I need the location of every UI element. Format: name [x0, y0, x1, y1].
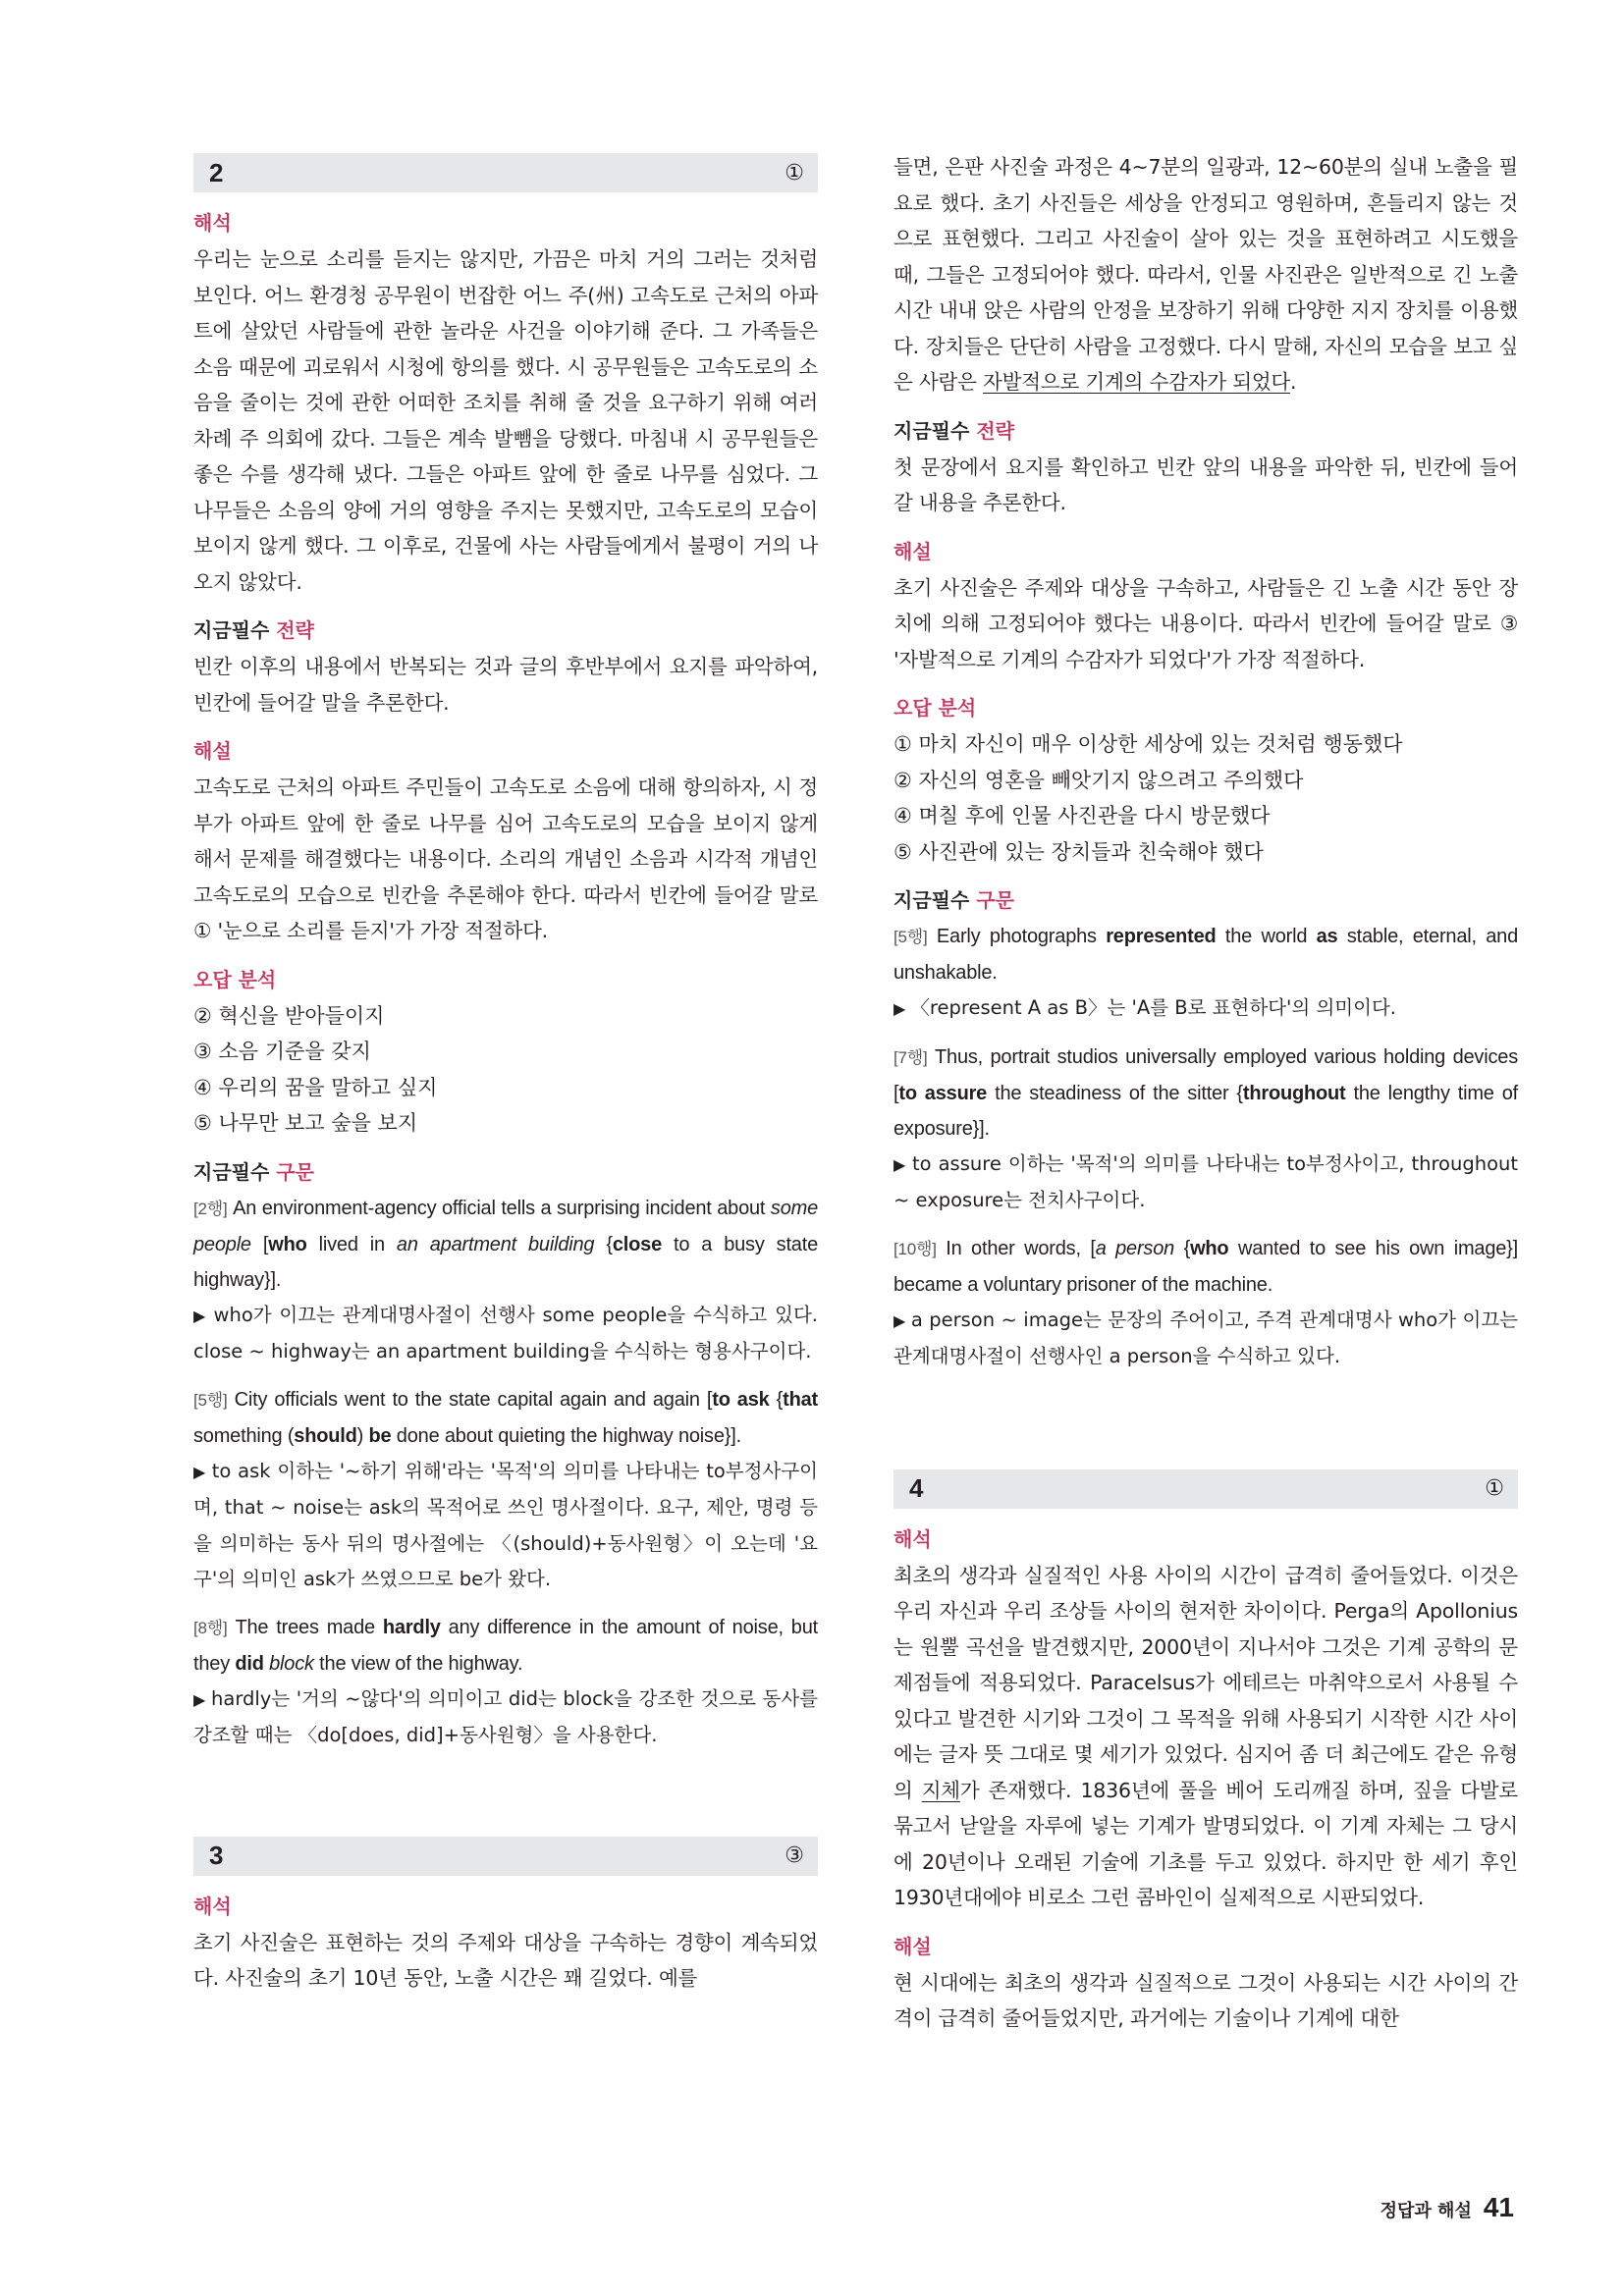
label-syntax: 지금필수 구문	[893, 888, 1014, 912]
page-number: 41	[1483, 2192, 1514, 2222]
syntax-block-3	[893, 1231, 1518, 1375]
syntax-sentence: [2행] An environment-agency official tells a surprising incident about some people [who lived in an apartment building {close to a busy state highway}].	[193, 1197, 819, 1291]
left-column	[193, 153, 818, 1997]
answer-mark: ①	[1485, 1476, 1504, 1501]
right-column	[893, 149, 1518, 2037]
wrong-option: ② 자신의 영혼을 빼앗기지 않으려고 주의했다	[893, 768, 1304, 792]
section-number: 2	[209, 157, 224, 187]
translation-paragraph-start: 초기 사진술은 표현하는 것의 주제와 대상을 구속하는 경향이 계속되었다. 사진술의 초기 10년 동안, 노출 시간은 꽤 길었다. 예를	[193, 1930, 818, 1990]
section-number: 3	[209, 1841, 224, 1870]
section-2-header	[193, 153, 818, 192]
strategy-paragraph: 빈칸 이후의 내용에서 반복되는 것과 글의 후반부에서 요지를 파악하여, 빈칸에 들어갈 말을 추론한다.	[193, 655, 818, 715]
label-explanation: 해설	[193, 739, 232, 763]
syntax-note: ▶ a person ~ image는 문장의 주어이고, 주격 관계대명사 who가 이끄는 관계대명사절이 선행사인 a person을 수식하고 있다.	[893, 1303, 1518, 1375]
syntax-sentence: [7행] Thus, portrait studios universally employed various holding devices [to assure the steadiness of the sitter {throughout the lengthy time of exposure}].	[893, 1045, 1518, 1140]
explanation-paragraph-start: 현 시대에는 최초의 생각과 실질적으로 그것이 사용되는 시간 사이의 간격이 급격히 줄어들었지만, 과거에는 기술이나 기계에 대한	[893, 1970, 1518, 2030]
syntax-block-1	[193, 1191, 818, 1370]
translation-paragraph: 우리는 눈으로 소리를 듣지는 않지만, 가끔은 마치 거의 그러는 것처럼 보인다. 어느 환경청 공무원이 번잡한 어느 주(州) 고속도로 근처의 아파트에 살았던 사람들에 관한 놀라운 사건을 이야기해 준다. 그 가족들은 소음 때문에 괴로워서 시청에 항의를 했다. 시 공무원들은 고속도로의 소음을 줄이는 것에 관한 어떠한 조치를 취해 줄 것을 요구하기 위해 여러 차례 주 의회에 갔다. 그들은 계속 발뺌을 당했다. 마침내 시 공무원들은 좋은 수를 생각해 냈다. 그들은 아파트 앞에 한 줄로 나무를 심었다. 그 나무들은 소음의 양에 거의 영향을 주지는 못했지만, 고속도로의 모습이 보이지 않게 했다. 그 이후로, 건물에 사는 사람들에게서 불평이 거의 나오지 않았다.	[193, 247, 818, 594]
label-strategy: 지금필수 전략	[193, 618, 314, 642]
footer-title: 정답과 해설	[1380, 2201, 1472, 2221]
explanation-paragraph: 초기 사진술은 주제와 대상을 구속하고, 사람들은 긴 노출 시간 동안 장치에 의해 고정되어야 했다는 내용이다. 따라서 빈칸에 들어갈 말로 ③ '자발적으로 기계의 수감자가 되었다'가 가장 적절하다.	[893, 575, 1518, 671]
page-footer	[1380, 2192, 1514, 2223]
syntax-sentence: [10행] In other words, [a person {who wanted to see his own image}] became a voluntary prisoner of the machine.	[893, 1237, 1519, 1296]
strategy-paragraph: 첫 문장에서 요지를 확인하고 빈칸 앞의 내용을 파악한 뒤, 빈칸에 들어갈 내용을 추론한다.	[893, 454, 1518, 514]
section-number: 4	[909, 1473, 924, 1503]
label-strategy: 지금필수 전략	[893, 418, 1014, 443]
wrong-option: ④ 며칠 후에 인물 사진관을 다시 방문했다	[893, 804, 1271, 828]
label-explanation: 해설	[893, 1934, 932, 1958]
syntax-block-2	[193, 1382, 818, 1598]
explanation-paragraph: 고속도로 근처의 아파트 주민들이 고속도로 소음에 대해 항의하자, 시 정부가 아파트 앞에 한 줄로 나무를 심어 고속도로의 모습을 보이지 않게 해서 문제를 해결했다는 내용이다. 소리의 개념인 소음과 시각적 개념인 고속도로의 모습으로 빈칸을 추론해야 한다. 따라서 빈칸에 들어갈 말로 ① '눈으로 소리를 듣지'가 가장 적절하다.	[193, 775, 818, 942]
syntax-sentence: [8행] The trees made hardly any difference in the amount of noise, but they did block the view of the highway.	[193, 1616, 819, 1675]
syntax-note: ▶ who가 이끄는 관계대명사절이 선행사 some people을 수식하고 있다. close ~ highway는 an apartment building을 수식하는 형용사구이다.	[193, 1298, 818, 1370]
syntax-sentence: [5행] Early photographs represented the world as stable, eternal, and unshakable.	[893, 926, 1518, 984]
wrong-option: ② 혁신을 받아들이지	[193, 1003, 385, 1028]
wrong-option: ③ 소음 기준을 갖지	[193, 1040, 371, 1063]
translation-paragraph: 최초의 생각과 실질적인 사용 사이의 시간이 급격히 줄어들었다. 이것은 우리 자신과 우리 조상들 사이의 현저한 차이이다. Perga의 Apollonius는 원뿔 곡선을 발견했지만, 2000년이 지나서야 그것은 기계 공학의 문제점들에 적용되었다. Paracelsus가 에테르는 마취약으로서 사용될 수 있다고 발견한 시기와 그것이 그 목적을 위해 사용되기 시작한 시간 사이에는 글자 뜻 그대로 몇 세기가 있었다. 심지어 좀 더 최근에도 같은 유형의 지체가 존재했다. 1836년에 풀을 베어 도리깨질 하며, 짚을 다발로 묶고서 낟알을 자루에 넣는 기계가 발명되었다. 이 기계 자체는 그 당시에 20년이나 오래된 기술에 기초를 두고 있었다. 하지만 한 세기 후인 1930년대에야 비로소 그런 콤바인이 실제적으로 시판되었다.	[893, 1563, 1518, 1909]
answer-mark: ①	[785, 160, 804, 186]
syntax-block-1	[893, 919, 1518, 1028]
wrong-option: ⑤ 나무만 보고 숲을 보지	[193, 1111, 418, 1135]
label-syntax: 지금필수 구문	[193, 1159, 314, 1184]
label-translation: 해석	[893, 1526, 932, 1551]
label-explanation: 해설	[893, 539, 932, 563]
label-wrong-analysis: 오답 분석	[193, 967, 277, 991]
syntax-block-3	[193, 1610, 818, 1754]
wrong-option: ⑤ 사진관에 있는 장치들과 친숙해야 했다	[893, 839, 1264, 864]
section-3-header	[193, 1837, 818, 1876]
syntax-note: ▶ to assure 이하는 '목적'의 의미를 나타내는 to부정사이고, throughout ~ exposure는 전치사구이다.	[893, 1147, 1518, 1219]
wrong-option: ④ 우리의 꿈을 말하고 싶지	[193, 1075, 438, 1099]
wrong-option: ① 마치 자신이 매우 이상한 세상에 있는 것처럼 행동했다	[893, 732, 1403, 756]
label-translation: 해석	[193, 211, 232, 235]
syntax-note: ▶ 〈represent A as B〉는 'A를 B로 표현하다'의 의미이다.	[893, 990, 1518, 1028]
label-wrong-analysis: 오답 분석	[893, 696, 977, 720]
syntax-block-2	[893, 1040, 1518, 1219]
section-4-header	[893, 1469, 1518, 1509]
label-translation: 해석	[193, 1894, 232, 1918]
translation-paragraph-continued: 들면, 은판 사진술 과정은 4~7분의 일광과, 12~60분의 실내 노출을 필요로 했다. 초기 사진들은 세상을 안정되고 영원하며, 흔들리지 않는 것으로 표현했다. 그리고 사진술이 살아 있는 것을 표현하려고 시도했을 때, 그들은 고정되어야 했다. 따라서, 인물 사진관은 일반적으로 긴 노출 시간 내내 앉은 사람의 안정을 보장하기 위해 다양한 지지 장치를 이용했다. 장치들은 단단히 사람을 고정했다. 다시 말해, 자신의 모습을 보고 싶은 사람은 자발적으로 기계의 수감자가 되었다.	[893, 155, 1518, 394]
answer-mark: ③	[785, 1843, 804, 1868]
syntax-sentence: [5행] City officials went to the state capital again and again [to ask {that something (should) be done about quieting the highway noise}].	[193, 1388, 818, 1447]
syntax-note: ▶ hardly는 '거의 ~않다'의 의미이고 did는 block을 강조한 것으로 동사를 강조할 때는 〈do[does, did]+동사원형〉을 사용한다.	[193, 1682, 818, 1754]
syntax-note: ▶ to ask 이하는 '~하기 위해'라는 '목적'의 의미를 나타내는 to부정사구이며, that ~ noise는 ask의 목적어로 쓰인 명사절이다. 요구, 제안, 명령 등을 의미하는 동사 뒤의 명사절에는 〈(should)+동사원형〉이 오는데 '요구'의 의미인 ask가 쓰였으므로 be가 왔다.	[193, 1454, 818, 1598]
